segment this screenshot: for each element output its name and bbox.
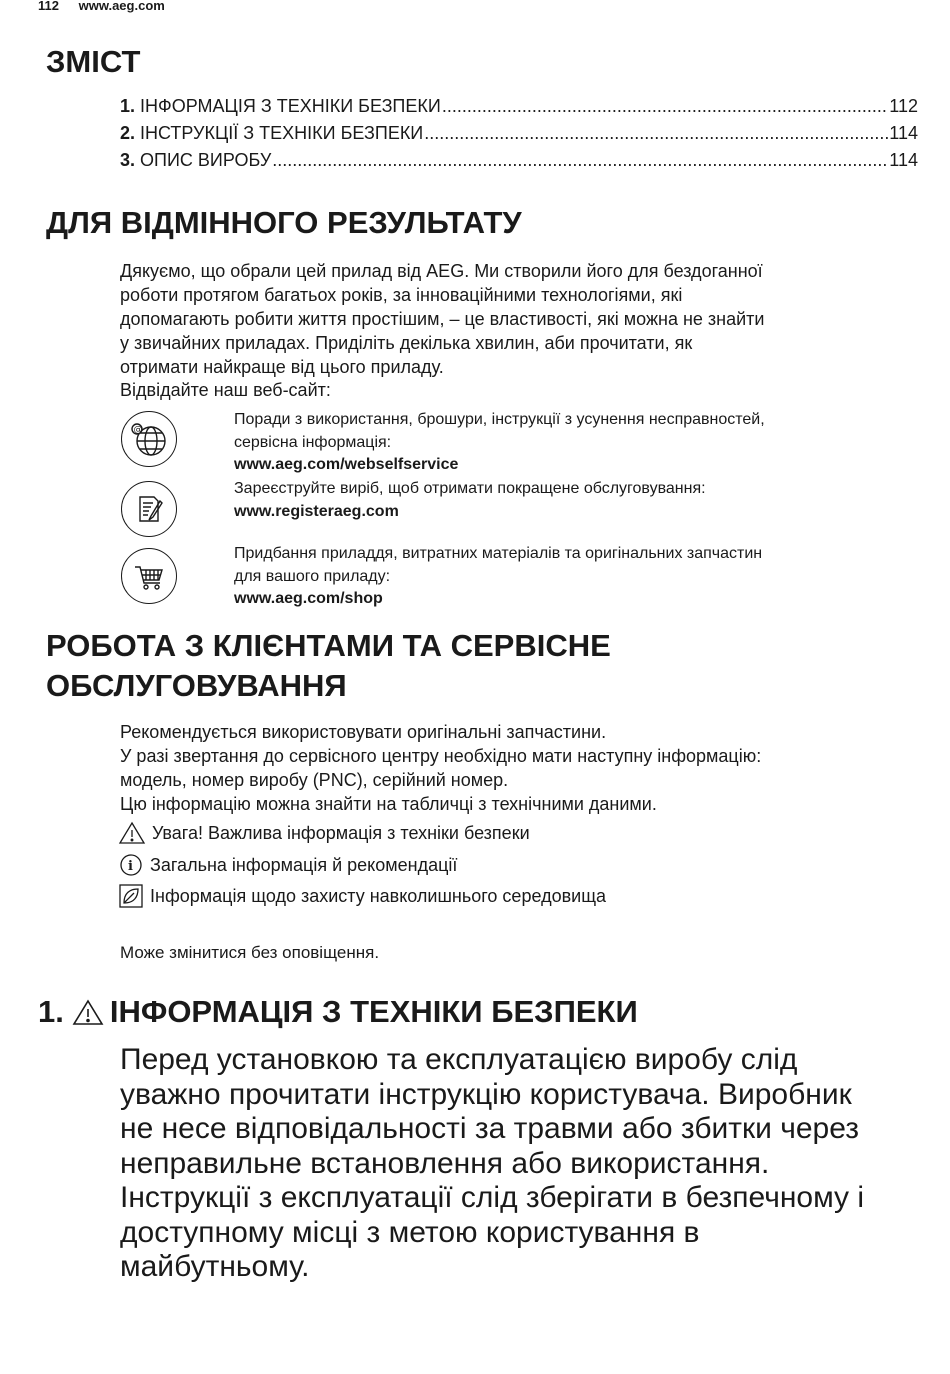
toc-item-page: 114	[889, 150, 918, 170]
toc-item-number: 3.	[120, 150, 136, 170]
care-line: Рекомендується використовувати оригінальні запчастини.	[120, 722, 607, 742]
safety-line: доступному місці з метою користування в	[120, 1215, 700, 1249]
safety-line: уважно прочитати інструкцію користувача. Виробник	[120, 1077, 852, 1111]
page-header	[38, 0, 165, 13]
link-register	[234, 478, 914, 523]
visit-website-text: Відвідайте наш веб-сайт:	[120, 380, 331, 400]
safety-line: Інструкції з експлуатації слід зберігати в безпечному і	[120, 1181, 865, 1214]
toc-item-number: 2.	[120, 123, 136, 143]
toc-item-label: ІНСТРУКЦІЇ З ТЕХНІКИ БЕЗПЕКИ	[140, 123, 424, 143]
legend-environment	[118, 883, 606, 909]
toc-item-page: 112	[889, 96, 918, 116]
perfect-results-intro	[120, 259, 910, 379]
safety-title-text: ІНФОРМАЦІЯ З ТЕХНІКИ БЕЗПЕКИ	[109, 994, 638, 1029]
table-of-contents	[120, 96, 918, 177]
change-notice: Може змінитися без оповіщення.	[120, 943, 380, 962]
toc-item-3[interactable]	[120, 150, 918, 177]
svg-text:@: @	[133, 425, 143, 435]
register-icon	[121, 481, 177, 537]
toc-item-page: 114	[889, 123, 918, 143]
link-webselfservice	[234, 409, 914, 477]
toc-leader-dots	[442, 96, 888, 117]
legend-text: Увага! Важлива інформація з техніки безпеки	[152, 823, 530, 843]
toc-title: ЗМІСТ	[46, 44, 141, 79]
customer-care-text	[120, 720, 910, 816]
toc-item-2[interactable]	[120, 123, 918, 150]
link-shop	[234, 543, 914, 611]
register-link[interactable]: www.registeraeg.com	[234, 502, 399, 520]
safety-number: 1.	[38, 994, 64, 1029]
legend-text: Загальна інформація й рекомендації	[150, 855, 458, 875]
leaf-icon	[118, 883, 144, 909]
link-description: Зареєструйте виріб, щоб отримати покращене обслуговування:	[234, 480, 706, 497]
intro-line: отримати найкраще від цього приладу.	[120, 357, 444, 377]
customer-care-title	[46, 626, 611, 706]
safety-line: Перед установкою та експлуатацією виробу слід	[120, 1043, 798, 1076]
toc-item-label: ОПИС ВИРОБУ	[140, 150, 272, 170]
toc-item-number: 1.	[120, 96, 136, 116]
shop-link[interactable]: www.aeg.com/shop	[234, 590, 383, 607]
link-description: сервісна інформація:	[234, 433, 392, 451]
legend-text: Інформація щодо захисту навколишнього середовища	[150, 886, 607, 906]
toc-leader-dots	[272, 150, 888, 171]
toc-leader-dots	[424, 123, 888, 144]
link-description: Поради з використання, брошури, інструкції з усунення несправностей,	[234, 411, 765, 428]
intro-line: Дякуємо, що обрали цей прилад від AEG. Ми створили його для бездоганної	[120, 261, 763, 281]
svg-text:i: i	[128, 859, 133, 874]
safety-line: не несе відповідальності за травми або збитки через	[120, 1112, 859, 1145]
link-description: для вашого приладу:	[234, 567, 391, 585]
safety-intro	[120, 1043, 920, 1285]
page-number: 112	[38, 0, 59, 13]
toc-item-1[interactable]	[120, 96, 918, 123]
legend-info	[118, 853, 457, 877]
safety-title	[38, 994, 638, 1030]
customer-care-title-line: РОБОТА З КЛІЄНТАМИ ТА СЕРВІСНЕ	[46, 628, 611, 663]
warning-icon	[118, 821, 146, 845]
intro-line: у звичайних приладах. Приділіть декілька хвилин, аби прочитати, як	[120, 333, 693, 353]
warning-icon	[72, 998, 104, 1026]
intro-line: роботи протягом багатьох років, за інноваційними технологіями, які	[120, 285, 683, 305]
toc-item-label: ІНФОРМАЦІЯ З ТЕХНІКИ БЕЗПЕКИ	[140, 96, 441, 116]
safety-line: майбутньому.	[120, 1250, 310, 1283]
link-description: Придбання приладдя, витратних матеріалів та оригінальних запчастин	[234, 545, 763, 562]
intro-line: допомагають робити життя простішим, – це властивості, які можна не знайти	[120, 309, 765, 329]
care-line: У разі звертання до сервісного центру необхідно мати наступну інформацію:	[120, 746, 762, 766]
legend-warning	[118, 821, 530, 845]
header-website: www.aeg.com	[78, 0, 165, 13]
webselfservice-link[interactable]: www.aeg.com/webselfservice	[234, 456, 459, 473]
globe-icon	[121, 411, 177, 467]
care-line: модель, номер виробу (PNC), серійний номер.	[120, 770, 509, 790]
customer-care-title-line: ОБСЛУГОВУВАННЯ	[46, 668, 347, 703]
info-icon	[118, 853, 144, 877]
perfect-results-title: ДЛЯ ВІДМІННОГО РЕЗУЛЬТАТУ	[46, 205, 522, 240]
shopping-cart-icon	[121, 548, 177, 604]
safety-line: неправильне встановлення або використання.	[120, 1146, 770, 1180]
care-line: Цю інформацію можна знайти на табличці з технічними даними.	[120, 794, 657, 814]
